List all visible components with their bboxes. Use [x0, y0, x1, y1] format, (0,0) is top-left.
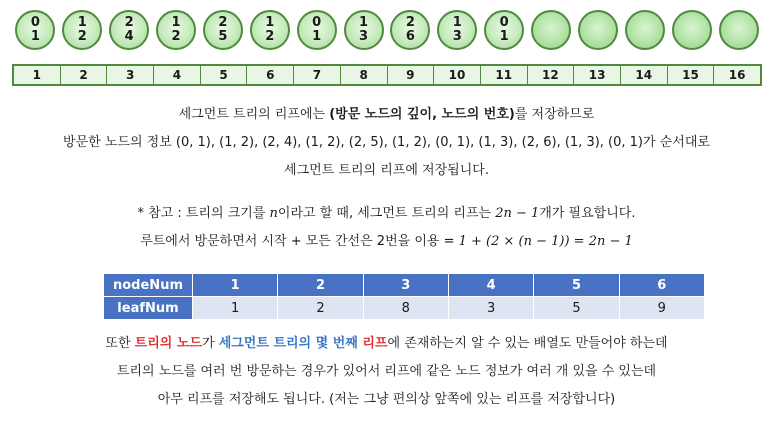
- leaf-index-cell: 12: [528, 66, 575, 84]
- leaf-depth: 1: [359, 15, 369, 30]
- note-text-a: * 참고 : 트리의 크기를: [137, 206, 270, 221]
- leaf-node-number: 2: [265, 29, 275, 44]
- segment-tree-leaf-circles: [12, 10, 762, 58]
- paragraph2-line1: [0, 332, 773, 351]
- leaf-circle: [531, 10, 571, 50]
- nodenum-header: nodeNum: [104, 274, 193, 297]
- note-line2-math: 1 + (2 × (n − 1)) = 2n − 1: [458, 234, 633, 249]
- leaf-depth: 2: [218, 15, 228, 30]
- leafnum-cell: 2: [278, 297, 363, 320]
- p1-bold-text: (방문 노드의 깊이, 노드의 번호): [329, 107, 515, 122]
- leaf-index-cell: 5: [201, 66, 248, 84]
- nodenum-cell: 1: [193, 274, 278, 297]
- nodenum-cell: 5: [534, 274, 619, 297]
- leaf-node-number: 5: [218, 29, 228, 44]
- leaf-node-number: 2: [171, 29, 181, 44]
- leaf-depth: 2: [124, 15, 134, 30]
- paragraph1-line1: [0, 103, 773, 122]
- nodenum-cell: 2: [278, 274, 363, 297]
- note-line1: [0, 202, 773, 221]
- leafnum-cell: 3: [448, 297, 533, 320]
- leaf-index-cell: 13: [574, 66, 621, 84]
- leaf-node-number: 3: [452, 29, 462, 44]
- leaf-circle: [250, 10, 290, 50]
- leaf-index-cell: 1: [14, 66, 61, 84]
- leaf-circle: [297, 10, 337, 50]
- leaf-circle: [625, 10, 665, 50]
- leaf-index-cell: 6: [247, 66, 294, 84]
- leaf-index-cell: 15: [668, 66, 715, 84]
- leaf-index-cell: 3: [107, 66, 154, 84]
- leaf-depth: 0: [30, 15, 40, 30]
- leafnum-cell: 1: [193, 297, 278, 320]
- leaf-circle: [672, 10, 712, 50]
- leaf-node-number: 3: [359, 29, 369, 44]
- leaf-circle: [62, 10, 102, 50]
- leaf-index-cell: 9: [388, 66, 435, 84]
- p2-text-a: 또한: [105, 336, 135, 351]
- leaf-index-cell: 11: [481, 66, 528, 84]
- p2-text-c: 에 존재하는지 알 수 있는 배열도 만들어야 하는데: [387, 336, 668, 351]
- nodenum-row: [104, 274, 705, 297]
- nodenum-cell: 6: [619, 274, 704, 297]
- p1-text-c: 를 저장하므로: [514, 107, 595, 122]
- note-line2-text: 루트에서 방문하면서 시작 + 모든 간선은 2번을 이용 =: [140, 234, 459, 249]
- leaf-circle: [109, 10, 149, 50]
- nodenum-cell: 3: [363, 274, 448, 297]
- leaf-node-number: 1: [312, 29, 322, 44]
- leaf-circle: [578, 10, 618, 50]
- paragraph2-line2: 트리의 노드를 여러 번 방문하는 경우가 있어서 리프에 같은 노드 정보가 여러 개 있을 수 있는데: [116, 364, 657, 379]
- p2-blue-segment: 세그먼트 트리의 몇 번째: [218, 336, 363, 351]
- leaf-depth: 0: [499, 15, 509, 30]
- leaf-node-number: 1: [499, 29, 509, 44]
- leaf-circle: [15, 10, 55, 50]
- p2-red-tree-node: 트리의 노드: [134, 336, 202, 351]
- leaf-circle: [203, 10, 243, 50]
- leaf-index-cell: 2: [61, 66, 108, 84]
- leaf-index-cell: 7: [294, 66, 341, 84]
- leaf-depth: 0: [312, 15, 322, 30]
- leaf-node-number: 1: [30, 29, 40, 44]
- note-math-formula: 2n − 1: [495, 206, 540, 221]
- leafnum-cell: 8: [363, 297, 448, 320]
- leaf-depth: 2: [405, 15, 415, 30]
- leaf-depth: 1: [171, 15, 181, 30]
- note-line2: [0, 230, 773, 249]
- leaf-circle: [156, 10, 196, 50]
- p2-text-b: 가: [201, 336, 219, 351]
- leaf-node-number: 6: [405, 29, 415, 44]
- leaf-index-cell: 4: [154, 66, 201, 84]
- leaf-index-cell: 14: [621, 66, 668, 84]
- leaf-circle: [344, 10, 384, 50]
- leaf-index-cell: 10: [434, 66, 481, 84]
- leaf-depth: 1: [265, 15, 275, 30]
- note-math-n: n: [269, 206, 278, 221]
- p2-red-leaf: 리프: [362, 336, 388, 351]
- leaf-index-row: [12, 64, 762, 86]
- note-text-b: 이라고 할 때, 세그먼트 트리의 리프는: [277, 206, 496, 221]
- leaf-circle: [484, 10, 524, 50]
- leaf-index-cell: 8: [341, 66, 388, 84]
- nodenum-cell: 4: [448, 274, 533, 297]
- node-leaf-table: [103, 273, 705, 320]
- leaf-node-number: 2: [77, 29, 87, 44]
- leaf-depth: 1: [77, 15, 87, 30]
- p1-text-a: 세그먼트 트리의 리프에는: [178, 107, 330, 122]
- paragraph1-line2: 방문한 노드의 정보 (0, 1), (1, 2), (2, 4), (1, 2), (2, 5), (1, 2), (0, 1), (1, 3), (2, 6), (1, 3), (0, 1)가 순서대로: [63, 135, 710, 150]
- leafnum-row: [104, 297, 705, 320]
- leafnum-cell: 5: [534, 297, 619, 320]
- note-text-c: 개가 필요합니다.: [539, 206, 636, 221]
- leafnum-header: leafNum: [104, 297, 193, 320]
- leaf-circle: [437, 10, 477, 50]
- paragraph1-line3: 세그먼트 트리의 리프에 저장됩니다.: [284, 163, 489, 178]
- leaf-index-cell: 16: [728, 68, 746, 82]
- leaf-node-number: 4: [124, 29, 134, 44]
- leaf-depth: 1: [452, 15, 462, 30]
- leaf-circle: [390, 10, 430, 50]
- leaf-circle: [719, 10, 759, 50]
- paragraph2-line3: 아무 리프를 저장해도 됩니다. (저는 그냥 편의상 앞쪽에 있는 리프를 저장합니다): [157, 392, 616, 407]
- leafnum-cell: 9: [619, 297, 704, 320]
